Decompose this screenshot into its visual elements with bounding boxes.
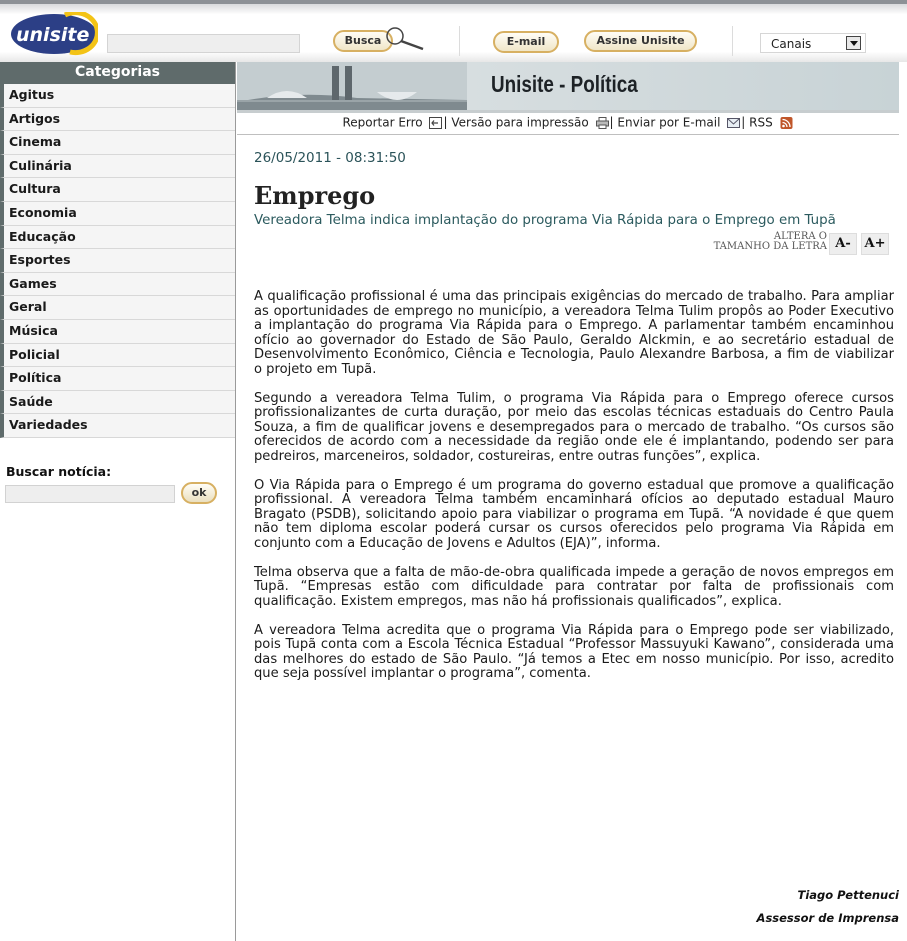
toolbar-separator: | [609,115,614,129]
section-title: Unisite - Política [491,71,638,97]
article-paragraph: Segundo a vereadora Telma Tulim, o programa Via Rápida para o Emprego oferece cursos profissionalizantes de curta duração, por meio das escolas técnicas estaduais do Centro Paula Souza, a fim de qualificar jovens e desempregados para o mercado de trabalho. “Os cursos são oferecidos de acordo com a necessidade da região onde ele é implantando, podendo ser para pedreiros, marceneiros, soldador, costureiras, entre outras funções”, explica. [254,390,894,464]
divider [459,26,460,56]
font-decrease-button[interactable]: A- [829,233,857,255]
sidebar-item-economia[interactable]: Economia [0,202,235,226]
toolbar-separator: | [443,115,448,129]
rss-link[interactable]: RSS [749,115,773,130]
top-bar [0,0,907,62]
search-ok-button[interactable]: ok [181,482,217,504]
sidebar-item-cinema[interactable]: Cinema [0,131,235,155]
sidebar-item-artigos[interactable]: Artigos [0,108,235,132]
printer-icon[interactable] [596,117,609,129]
search-news-input[interactable] [5,485,175,503]
font-size-label [690,232,827,252]
font-size-label-line2: TAMANHO DA LETRA [713,241,827,252]
logo-text: unisite [16,24,90,46]
sidebar-item-esportes[interactable]: Esportes [0,249,235,273]
chevron-down-icon[interactable] [846,36,861,50]
sidebar-item-games[interactable]: Games [0,273,235,297]
banner-underline [237,110,899,113]
print-version-link[interactable]: Versão para impressão [451,115,589,130]
author-role: Assessor de Imprensa [756,911,899,925]
author-name: Tiago Pettenuci [797,888,899,902]
sidebar-item-agitus[interactable]: Agitus [0,84,235,108]
article-paragraph: O Via Rápida para o Emprego é um programa do governo estadual que promove a qualificação profissional. A vereadora Telma também encaminhará ofícios ao deputado estadual Mauro Bragato (PSDB), solicitando apoio para viabilizar o programa em Tupã. “A novidade é que quem não tem diploma escolar poderá cursar os cursos oferecidos pelo programa Via Rápida em conjunto com a Educação de Jovens e Adultos (EJA)”, informa. [254,477,894,551]
toolbar-separator: | [741,115,746,129]
article-subtitle: Vereadora Telma indica implantação do programa Via Rápida para o Emprego em Tupã [254,213,836,228]
sidebar-item-saude[interactable]: Saúde [0,391,235,415]
sidebar [0,62,236,941]
article-date: 26/05/2011 - 08:31:50 [254,150,406,166]
section-banner [237,62,899,110]
article-signature [757,884,899,930]
search-news-label: Buscar notícia: [6,464,112,479]
sidebar-item-educacao[interactable]: Educação [0,226,235,250]
rss-icon[interactable] [780,117,793,129]
divider [732,26,733,56]
sidebar-item-geral[interactable]: Geral [0,296,235,320]
sidebar-item-politica[interactable]: Política [0,367,235,391]
article-body [254,290,894,696]
sidebar-item-cultura[interactable]: Cultura [0,178,235,202]
article-toolbar [237,115,899,135]
sidebar-item-culinaria[interactable]: Culinária [0,155,235,179]
canais-selected-value: Canais [771,37,812,51]
sidebar-item-musica[interactable]: Música [0,320,235,344]
article-paragraph: Telma observa que a falta de mão-de-obra qualificada impede a geração de novos empregos em Tupã. “Empresas estão com dificuldade para contratar por falta de profissionais com qualificação. Existem empregos, mas não há profissionais qualificados”, explica. [254,564,894,609]
congress-building-image [237,62,467,110]
font-size-label-line1: ALTERA O [773,231,827,242]
article-paragraph: A qualificação profissional é uma das principais exigências do mercado de trabalho. Para ampliar as oportunidades de emprego no município, a vereadora Telma Tulim propôs ao Poder Executivo a implantação do programa Via Rápida para o Emprego. A parlamentar também encaminhou ofício ao governador do Estado de São Paulo, Geraldo Alckmin, e ao secretário estadual de Desenvolvimento Econômico, Ciência e Tecnologia, Paulo Alexandre Barbosa, a fim de viabilizar o projeto em Tupã. [254,289,894,377]
email-button[interactable]: E-mail [493,31,559,53]
article-headline: Emprego [254,181,376,210]
sidebar-item-policial[interactable]: Policial [0,344,235,368]
report-error-link[interactable]: Reportar Erro [342,115,423,130]
unisite-logo[interactable] [10,12,98,56]
top-search-input[interactable] [107,34,300,53]
article-paragraph: A vereadora Telma acredita que o programa Via Rápida para o Emprego pode ser viabilizado, pois Tupã conta com a Escola Técnica Estadual “Professor Massuyuki Kawano”, considerada uma das melhores do estado de São Paulo. “Já temos a Etec em nosso município. Por isso, acredito que seja possível implantar o programa”, comenta. [254,622,894,681]
report-error-icon[interactable] [429,117,442,129]
font-increase-button[interactable]: A+ [861,233,889,255]
sidebar-item-variedades[interactable]: Variedades [0,414,235,438]
send-email-link[interactable]: Enviar por E-mail [617,115,721,130]
magnifier-icon[interactable] [383,26,427,52]
categories-title: Categorias [0,62,235,84]
assine-unisite-button[interactable]: Assine Unisite [584,30,697,52]
canais-select[interactable] [760,33,866,53]
envelope-icon[interactable] [727,117,740,129]
busca-button[interactable]: Busca [333,30,393,52]
